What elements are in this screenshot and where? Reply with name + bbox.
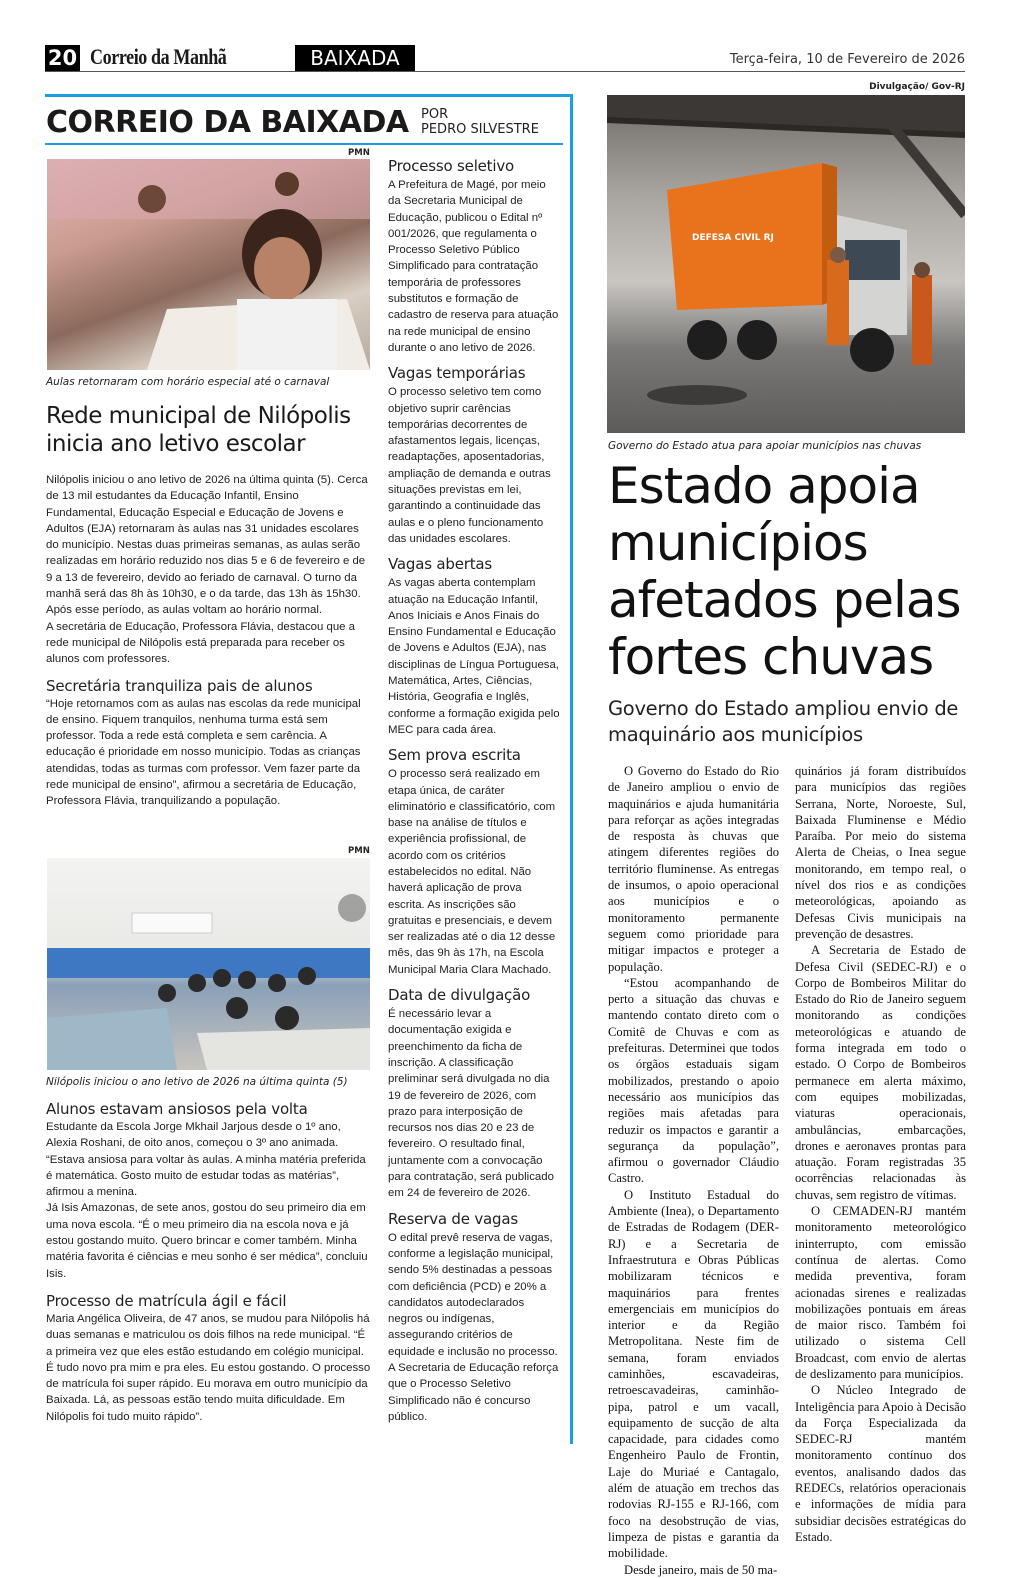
truck-illustration (607, 95, 965, 433)
subheading: Data de divulgação (388, 986, 531, 1005)
article-body (46, 472, 371, 810)
byline (421, 107, 539, 137)
paragraph: Desde janeiro, mais de 50 ma- (624, 1562, 778, 1577)
paragraph: As vagas aberta contemplam atuação na Educação Infantil, Anos Iniciais e Anos Finais do Ensino Fundamental e Educação de Jovens e Adultos (EJA), nas disciplinas de Língua Portuguesa, Matemática, Artes, Ciências, História, Geografia e Inglês, conforme a formação exigida pelo MEC para cada área. (388, 577, 560, 736)
school-photo (47, 858, 370, 1070)
header-divider (45, 71, 965, 72)
paragraph: A Secretaria de Estado de Defesa Civil (SEDEC-RJ) e o Corpo de Bombeiros Militar do Estado do Rio de Janeiro seguem monitorando as condições meteorológicas e atuando de forma integrada em todo o estado. O Corpo de Bombeiros permanece em alerta máximo, com equipes mobilizadas, viaturas operacionais, ambulâncias, embarcações, drones e aeronaves prontas para atuação. Foram registradas 35 ocorrências relacionadas às chuvas, sem registro de vítimas. (795, 943, 966, 1202)
main-headline: Estado apoia municípios afetados pelas fortes chuvas (608, 457, 961, 686)
subheading: Alunos estavam ansiosos pela volta (46, 1100, 308, 1118)
main-article-column-2 (795, 763, 966, 1545)
paragraph: O CEMADEN-RJ mantém monitoramento meteorológico ininterrupto, com emissão contínua de alertas. Como medida preventiva, foram acionadas sirenes e realizadas mobilizações pontuais em áreas de maior risco. Também foi utilizado o sistema Cell Broadcast, com envio de alertas de deslizamento para municípios. (795, 1204, 966, 1381)
paragraph: O Núcleo Integrado de Inteligência para Apoio à Decisão da Força Especializada da SEDEC-RJ mantém monitoramento contínuo dos eventos, analisando dados das REDECs, relatórios operacionais e informações de mídia para subsidiar decisões estratégicas do Estado. (795, 1383, 966, 1544)
newspaper-logo: Correio da Manhã (90, 44, 227, 69)
paragraph: A Prefeitura de Magé, por meio da Secretaria Municipal de Educação, publicou o Edital nº 001/2026, que regulamenta o Processo Seletivo Público Simplificado para contratação temporária de professores substitutos e formação de cadastro de reserva para atuação na rede municipal de ensino durante o ano letivo de 2026. (388, 179, 559, 354)
paragraph: O edital prevê reserva de vagas, conforme a legislação municipal, sendo 5% destinadas a pessoas com deficiência (PCD) e 20% a candidatos autodeclarados negros ou indígenas, assegurando critérios de equidade e inclusão no processo. A Secretaria de Educação reforça que o Processo Seletivo Simplificado não é concurso público. (388, 1231, 559, 1423)
paragraph: O processo seletivo tem como objetivo suprir carências temporárias decorrentes de afastamentos legais, licenças, readaptações, aposentadorias, ampliação de demanda e outras situações previstas em lei, garantindo a continuidade das aulas e o pleno funcionamento das unidades escolares. (388, 386, 551, 545)
article-headline: Rede municipal de Nilópolis inicia ano letivo escolar (46, 403, 351, 457)
paragraph: quinários já foram distribuídos para municípios das regiões Serrana, Norte, Noroeste, Sul, Baixada Fluminense e Médio Paraíba. Por meio do sistema Alerta de Cheias, o Inea segue monitorando, em tempo real, o nível dos rios e as condições meteorológicas, apoiando as Defesas Civis municipais na prevenção de desastres. (795, 764, 966, 941)
section-label: BAIXADA (295, 45, 415, 71)
byline-author: PEDRO SILVESTRE (421, 122, 539, 137)
column-title-rule (45, 143, 563, 145)
selection-process-article (388, 157, 560, 1425)
photo-credit: PMN (348, 148, 370, 158)
paragraph: O Governo do Estado do Rio de Janeiro ampliou o envio de maquinários e ajuda humanitária para reforçar as ações integradas de resposta às chuvas que atingem diferentes regiões do território fluminense. As entregas de insumos, o apoio operacional aos municípios e o monitoramento permanente seguem como prioridade para mitigar impactos e proteger a população. (608, 764, 779, 974)
article-body-continued (46, 1100, 371, 1425)
subheading: Reserva de vagas (388, 1209, 518, 1228)
subheading: Secretária tranquiliza pais de alunos (46, 676, 313, 695)
paragraph: Estudante da Escola Jorge Mkhail Jarjous desde o 1º ano, Alexia Roshani, de oito anos, começou o 3º ano animada. “Estava ansiosa para voltar às aulas. A minha matéria preferida é matemática. Gosto muito de estudar todas as matérias”, afirmou a menina. (46, 1121, 366, 1199)
paragraph: “Hoje retornamos com as aulas nas escolas da rede municipal de ensino. Fiquem tranquilos, nenhuma turma está sem professor. Toda a rede está completa e sem carência. A educação é prioridade em nosso município. Todas as crianças atendidas, todas as turmas com professor. Vem fazer parte da rede municipal de ensino”, afirmou a secretária de Educação, Professora Flávia, tranquilizando a população. (46, 697, 361, 808)
subheading: Sem prova escrita (388, 746, 521, 765)
column-frame-right (570, 94, 573, 1444)
paragraph: “Estou acompanhando de perto a situação das chuvas e mantendo contato direto com o Comitê de Chuvas e com as prefeituras. Determinei que todos os órgãos estaduais sigam mobilizados, prestando o apoio necessário aos municípios das regiões mais afetadas para reduzir os impactos e garantir a segurança da população”, afirmou o governador Cláudio Castro. (608, 975, 779, 1186)
subheading: Processo de matrícula ágil e fácil (46, 1291, 287, 1310)
paragraph: Já Isis Amazonas, de sete anos, gostou do seu primeiro dia em uma nova escola. “É o meu primeiro dia na escola nova e já estou gostando muito. Quero brincar e comer também. Minha matéria favorita é ciências e meu sonho é ser médica”, concluiu Isis. (46, 1202, 368, 1280)
byline-prefix: POR (421, 107, 449, 122)
paragraph: O Instituto Estadual do Ambiente (Inea), o Departamento de Estradas de Rodagem (DER-RJ) e a Secretaria de Infraestrutura e Obras Públicas mobilizaram técnicos e maquinários para frentes emergenciais em municípios do interior e da Região Metropolitana. Neste fim de semana, foram enviados caminhões, escavadeiras, retroescavadeiras, caminhão-pipa, patrol e um vacall, equipamento de sucção de alta capacidade, para cidades como Engenheiro Paulo de Frontin, Laje do Muriaé e Cantagalo, além de atuação em trechos das rodovias RJ-155 e RJ-166, com foco na desobstrução de vias, limpeza de pistas e garantia da mobilidade. (608, 1187, 779, 1561)
paragraph: O processo será realizado em etapa única, de caráter eliminatório e classificatório, com base na análise de títulos e experiência profissional, de acordo com os critérios estabelecidos no edital. Não haverá aplicação de prova escrita. As inscrições são gratuitas e presenciais, e devem ser realizadas até o dia 12 desse mês, das 9h às 17h, na Escola Municipal Maria Clara Machado. (388, 768, 556, 976)
column-frame-top (45, 94, 573, 97)
main-subheadline: Governo do Estado ampliou envio de maquinário aos municípios (608, 697, 959, 746)
subheading: Vagas temporárias (388, 364, 526, 383)
classroom-photo (47, 159, 370, 370)
photo-caption: Governo do Estado atua para apoiar municípios nas chuvas (608, 440, 922, 452)
subheading: Vagas abertas (388, 555, 492, 574)
photo-credit: Divulgação/ Gov-RJ (869, 82, 965, 92)
photo-caption: Nilópolis iniciou o ano letivo de 2026 na última quinta (5) (46, 1076, 348, 1088)
main-article-column-1 (608, 763, 779, 1578)
photo-credit: PMN (348, 846, 370, 856)
subheading: Processo seletivo (388, 157, 514, 175)
paragraph: Nilópolis iniciou o ano letivo de 2026 na última quinta (5). Cerca de 13 mil estudantes da Educação Infantil, Ensino Fundamental, Educação Especial e Educação de Jovens e Adultos (EJA) retornaram às aulas nas 31 unidades escolares do município. Nestas duas primeiras semanas, as aulas serão realizadas em horário reduzido nos dias 5 e 6 de fevereiro e de 9 a 13 de fevereiro, devido ao feriado de carnaval. O turno da manhã será das 8h às 10h30, e o da tarde, das 13h às 15h30. Após esse período, as aulas voltam ao horário normal. (46, 474, 368, 617)
civil-defense-truck-photo (607, 95, 965, 433)
photo-caption: Aulas retornaram com horário especial até o carnaval (46, 376, 330, 388)
column-title: CORREIO DA BAIXADA (46, 105, 409, 140)
page-number: 20 (45, 45, 80, 71)
paragraph: Maria Angélica Oliveira, de 47 anos, se mudou para Nilópolis há duas semanas e matriculou os dois filhos na rede municipal. “É a primeira vez que eles estão estudando em colégio municipal. É tudo novo pra mim e pra eles. Eu estou gostando. O processo de matrícula foi super rápido. Eu morava em outro município da Baixada. Lá, as pessoas estão tendo muita dificuldade. Em Nilópolis foi tudo muito rápido”. (46, 1312, 371, 1423)
truck-label: DEFESA CIVIL RJ (692, 233, 774, 243)
classroom-illustration (47, 159, 370, 370)
paragraph: É necessário levar a documentação exigida e preenchimento da ficha de inscrição. A classificação preliminar será divulgada no dia 19 de fevereiro de 2026, com prazo para interposição de recursos nos dias 20 e 23 de fevereiro. O resultado final, juntamente com a convocação para contratação, será publicado em 24 de fevereiro de 2026. (388, 1008, 554, 1200)
issue-date: Terça-feira, 10 de Fevereiro de 2026 (729, 52, 965, 67)
paragraph: A secretária de Educação, Professora Flávia, destacou que a rede municipal de Nilópolis está preparada para receber os alunos com professores. (46, 620, 355, 666)
cafeteria-illustration (47, 858, 370, 1070)
